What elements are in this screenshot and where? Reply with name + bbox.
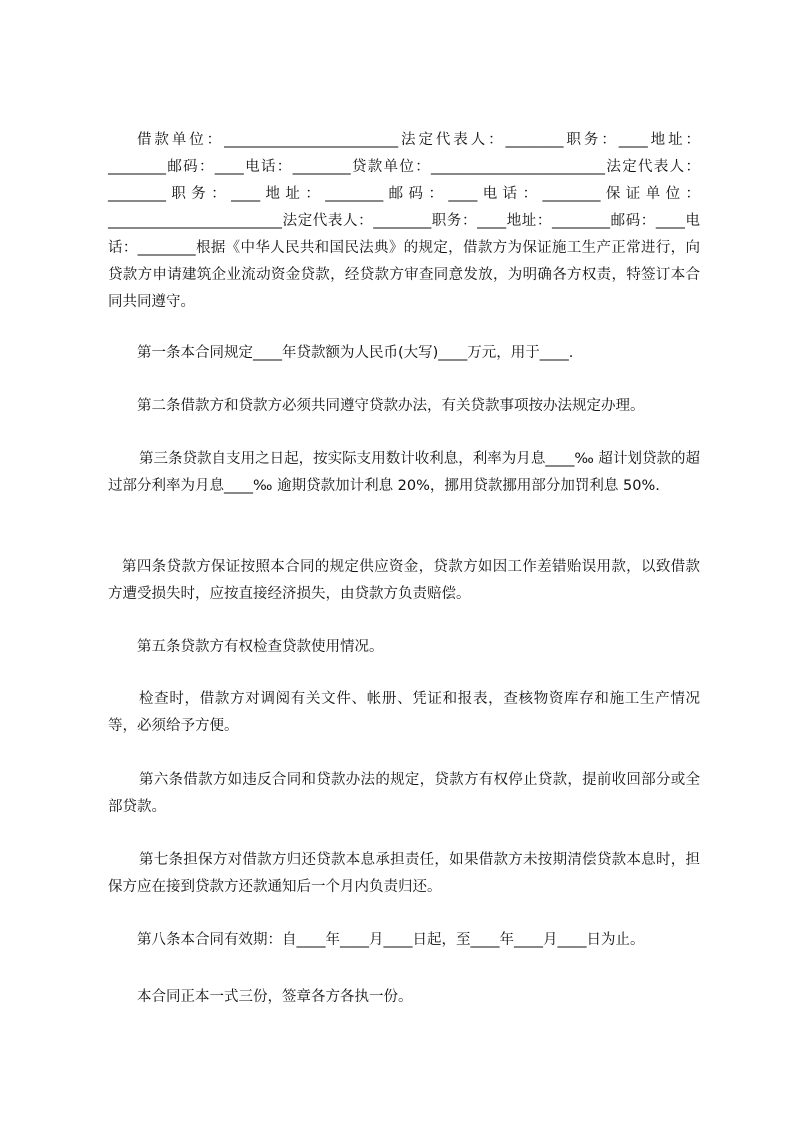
article-3: 第三条贷款自支用之日起，按实际支用数计收利息，利率为月息____‰ 超计划贷款的超过部分利率为月息____‰ 逾期贷款加计利息 20%，挪用贷款挪用部分加罚利息 50%. <box>108 451 700 494</box>
article-6: 第六条借款方如违反合同和贷款办法的规定，贷款方有权停止贷款，提前收回部分或全部贷款。 <box>108 772 700 815</box>
contract-preamble: 借款单位：________________________法定代表人：________职务：____地址：________邮码：____电话：________贷款单位：________________________法定代表人：________职务：____地址：________邮码：____电话：________保证单位：________________________法定代表人：________职务：____地址：________邮码：____电话：________根据《中华人民共和国民法典》的规定，借款方为保证施工生产正常进行，向贷款方申请建筑企业流动资金贷款，经贷款方审查同意发放，为明确各方权责，特签订本合同共同遵守。 <box>108 132 700 310</box>
article-5: 第五条贷款方有权检查贷款使用情况。 <box>137 639 384 655</box>
article-8: 第八条本合同有效期：自____年____月____日起，至____年____月____日为止。 <box>137 932 645 948</box>
article-2: 第二条借款方和贷款方必须共同遵守贷款办法，有关贷款事项按办法规定办理。 <box>137 398 645 414</box>
article-7: 第七条担保方对借款方归还贷款本息承担责任，如果借款方未按期清偿贷款本息时，担保方应在接到贷款方还款通知后一个月内负责归还。 <box>108 852 700 895</box>
article-5-inspection: 检查时，借款方对调阅有关文件、帐册、凭证和报表，查核物资库存和施工生产情况等，必须给予方便。 <box>108 691 700 734</box>
copies-clause: 本合同正本一式三份，签章各方各执一份。 <box>137 989 413 1005</box>
article-4: 第四条贷款方保证按照本合同的规定供应资金，贷款方如因工作差错贻误用款，以致借款方遭受损失时，应按直接经济损失，由贷款方负责赔偿。 <box>108 559 700 602</box>
article-1: 第一条本合同规定____年贷款额为人民币(大写)____万元，用于____. <box>137 345 574 361</box>
